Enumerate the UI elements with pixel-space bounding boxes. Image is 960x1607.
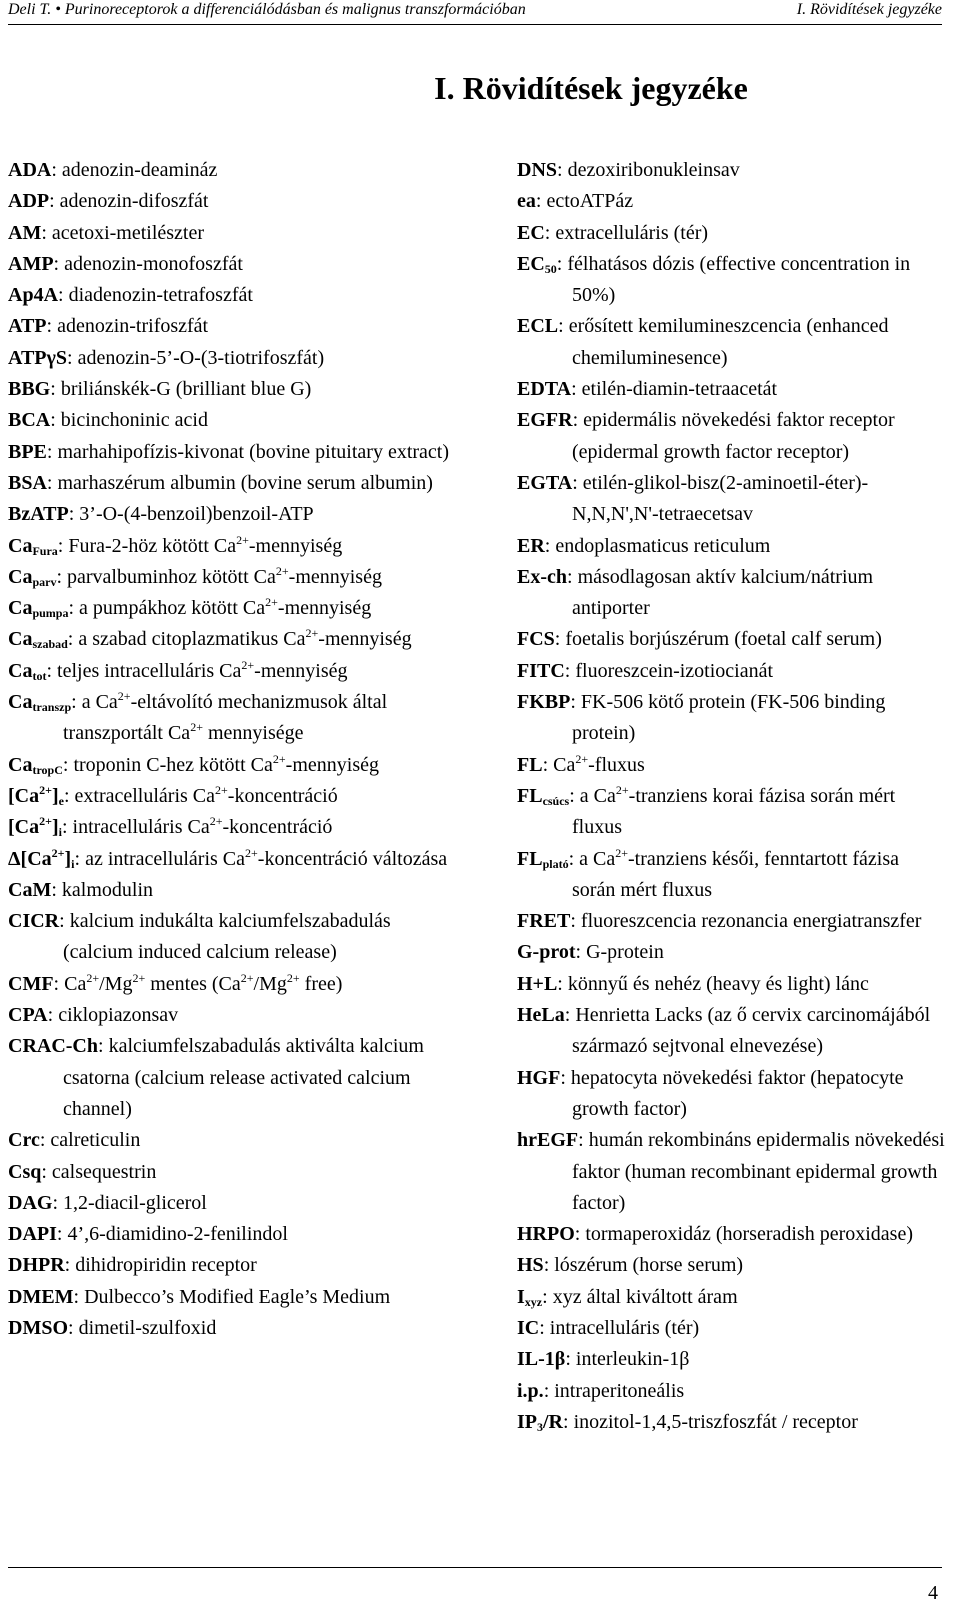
- abbreviation-entry: CRAC-Ch: kalciumfelszabadulás aktiválta kalcium csatorna (calcium release activated calcium channel): [8, 1035, 424, 1120]
- abbreviation-term: DHPR: [8, 1254, 65, 1277]
- abbreviation-term: ADA: [8, 159, 52, 181]
- header-rule: [8, 24, 942, 25]
- abbreviation-entry: $Ca_{transzp}$: a $Ca^{2+}$-eltávolító mechanizmusok által transzportált $Ca^{2+}$ mennyisége: [8, 689, 388, 745]
- abbreviation-entry: EGFR: epidermális növekedési faktor receptor (epidermal growth factor receptor): [517, 409, 895, 463]
- abbreviation-definition: epidermális növekedési faktor receptor (epidermal growth factor receptor): [572, 409, 895, 463]
- subscript: i: [58, 825, 62, 840]
- abbreviation-definition: erősített kemilumineszcencia (enhanced chemiluminesence): [568, 315, 889, 369]
- abbreviation-definition: acetoxi-metilészter: [51, 221, 205, 244]
- abbreviation-definition: 3’-O-(4-benzoil)benzoil-ATP: [79, 503, 314, 526]
- header-separator: •: [55, 1, 61, 18]
- abbreviation-entry: HGF: hepatocyta növekedési faktor (hepatocyte growth factor): [517, 1066, 904, 1120]
- abbreviation-term: BBG: [8, 378, 51, 401]
- abbreviation-term: BSA: [8, 471, 47, 494]
- subscript: Fura: [32, 543, 58, 558]
- abbreviation-term: $EC_{50}$: [517, 252, 557, 276]
- abbreviation-term: G-prot: [517, 941, 576, 964]
- abbreviation-entry: HS: lószérum (horse serum): [517, 1254, 744, 1277]
- abbreviation-definition: bicinchoninic acid: [60, 409, 208, 432]
- abbreviation-term: HS: [517, 1254, 544, 1277]
- abbreviation-definition: Dulbecco’s Modified Eagle’s Medium: [84, 1285, 391, 1308]
- abbreviation-term: $Ca_{parv}$: [8, 565, 57, 589]
- abbreviation-term: $FL_{plató}$: [517, 847, 569, 871]
- abbreviation-definition: parvalbuminhoz kötött $Ca^{2+}$-mennyiség: [67, 563, 382, 588]
- abbreviation-definition: foetalis borjúszérum (foetal calf serum): [565, 628, 882, 651]
- abbreviation-entry: BPE: marhahipofízis-kivonat (bovine pituitary extract): [8, 440, 450, 463]
- subscript: tropC: [32, 762, 63, 777]
- abbreviation-term: ea: [517, 190, 536, 213]
- abbreviation-entry: FL: $Ca^{2+}$-fluxus: [517, 751, 645, 776]
- superscript: 2+: [209, 814, 223, 829]
- abbreviation-entry: Crc: calreticulin: [8, 1129, 141, 1152]
- abbreviation-definition: adenozin-trifoszfát: [57, 315, 209, 338]
- abbreviation-definition: a $Ca^{2+}$-eltávolító mechanizmusok által transzportált $Ca^{2+}$ mennyisége: [63, 689, 388, 745]
- abbreviation-term: EC: [517, 221, 545, 244]
- abbreviation-term: i.p.: [517, 1379, 544, 1402]
- abbreviation-definition: könnyű és nehéz (heavy és light) lánc: [567, 972, 869, 995]
- abbreviation-entry: $Ca_{szabad}$: a szabad citoplazmatikus $Ca^{2+}$-mennyiség: [8, 626, 412, 652]
- abbreviation-definition: ciklopiazonsav: [58, 1004, 179, 1027]
- abbreviation-term: hrEGF: [517, 1129, 579, 1152]
- abbreviation-entry: EDTA: etilén-diamin-tetraacetát: [517, 378, 778, 401]
- abbreviation-definition: calreticulin: [50, 1129, 141, 1152]
- abbreviation-entry: FKBP: FK-506 kötő protein (FK-506 binding protein): [517, 691, 886, 745]
- abbreviation-term: CRAC-Ch: [8, 1035, 98, 1058]
- abbreviation-entry: EGTA: etilén-glikol-bisz(2-aminoetil-éter)-N,N,N',N'-tetraecetsav: [517, 471, 869, 526]
- abbreviation-term: CICR: [8, 910, 60, 933]
- abbreviation-term: $Ca_{Fura}$: [8, 534, 58, 558]
- abbreviation-entry: FCS: foetalis borjúszérum (foetal calf serum): [517, 628, 882, 651]
- abbreviation-definition: hepatocyta növekedési faktor (hepatocyte growth factor): [570, 1066, 904, 1120]
- abbreviation-term: ECL: [517, 315, 559, 338]
- abbreviation-entry: IL-1β: interleukin-1β: [517, 1348, 690, 1371]
- abbreviation-definition: lószérum (horse serum): [554, 1254, 744, 1277]
- abbreviation-definition: teljes intracelluláris $Ca^{2+}$-mennyiség: [57, 657, 348, 682]
- subscript: pumpa: [32, 606, 69, 621]
- abbreviation-term: CPA: [8, 1004, 48, 1027]
- abbreviation-entry: Csq: calsequestrin: [8, 1160, 157, 1183]
- abbreviation-list-right: [517, 155, 947, 1438]
- abbreviation-term: $Ca_{tropC}$: [8, 753, 63, 777]
- abbreviation-entry: CaM: kalmodulin: [8, 878, 153, 901]
- abbreviation-definition: Henrietta Lacks (az ő cervix carcinomájából származó sejtvonal elnevezése): [572, 1004, 931, 1058]
- abbreviation-term: $Ca_{szabad}$: [8, 628, 68, 652]
- abbreviation-definition: a szabad citoplazmatikus $Ca^{2+}$-mennyiség: [78, 626, 412, 651]
- abbreviation-term-bold: CMF: [8, 972, 54, 995]
- subscript: 3: [537, 1419, 543, 1434]
- abbreviation-term: ER: [517, 534, 545, 557]
- superscript: 2+: [51, 845, 65, 860]
- abbreviation-term: IL-1β: [517, 1348, 566, 1371]
- superscript: 2+: [286, 970, 300, 985]
- superscript: 2+: [245, 845, 258, 860]
- abbreviation-term: $Ca_{pumpa}$: [8, 597, 69, 621]
- abbreviation-term: $Ca_{transzp}$: [8, 691, 72, 715]
- abbreviation-entry: BzATP: 3’-O-(4-benzoil)benzoil-ATP: [8, 503, 314, 526]
- abbreviation-definition: marhaszérum albumin (bovine serum albumin): [57, 471, 433, 494]
- abbreviation-definition: adenozin-monofoszfát: [64, 252, 243, 275]
- abbreviation-term: $\Delta[Ca^{2+}]_i$: [8, 845, 75, 871]
- abbreviation-entry: BSA: marhaszérum albumin (bovine serum albumin): [8, 471, 433, 494]
- abbreviation-definition: $Ca^{2+}$-fluxus: [553, 751, 645, 776]
- superscript: 2+: [132, 970, 146, 985]
- superscript: 2+: [86, 970, 100, 985]
- abbreviation-term: ATPγS: [8, 346, 67, 369]
- abbreviation-term: CaM: [8, 878, 52, 901]
- abbreviation-entry: FRET: fluoreszcencia rezonancia energiatranszfer: [517, 910, 922, 933]
- abbreviation-definition: fluoreszcencia rezonancia energiatranszfer: [580, 910, 922, 933]
- abbreviation-entry: FITC: fluoreszcein-izotiocianát: [517, 659, 774, 682]
- abbreviation-definition: FK-506 kötő protein (FK-506 binding protein): [572, 691, 886, 745]
- abbreviation-term: EDTA: [517, 378, 572, 401]
- abbreviation-entry: CPA: ciklopiazonsav: [8, 1004, 179, 1027]
- abbreviation-term: $Ca_{tot}$: [8, 659, 47, 683]
- abbreviation-entry: DAPI: 4’,6-diamidino-2-fenilindol: [8, 1223, 288, 1246]
- abbreviation-term: $IP_3/R$: [517, 1410, 563, 1434]
- abbreviation-definition: humán rekombináns epidermalis növekedési faktor (human recombinant epidermal growth factor): [572, 1129, 945, 1214]
- abbreviation-entry: IC: intracelluláris (tér): [517, 1316, 700, 1339]
- abbreviation-entry: $[Ca^{2+}]_e$: extracelluláris $Ca^{2+}$-koncentráció: [8, 782, 338, 808]
- abbreviation-term: FRET: [517, 910, 571, 933]
- abbreviation-term: FL: [517, 753, 543, 776]
- subscript: tot: [32, 668, 47, 683]
- abbreviation-entry: hrEGF: humán rekombináns epidermalis növekedési faktor (human recombinant epidermal growth factor): [517, 1129, 945, 1214]
- abbreviation-entry: BBG: briliánskék-G (brilliant blue G): [8, 378, 312, 401]
- abbreviation-definition: troponin C-hez kötött $Ca^{2+}$-mennyiség: [73, 751, 379, 776]
- abbreviation-definition: a $Ca^{2+}$-tranziens késői, fenntartott fázisa során mért fluxus: [572, 845, 900, 901]
- abbreviation-term: DAG: [8, 1191, 53, 1214]
- abbreviation-definition: extracelluláris (tér): [555, 221, 709, 244]
- abbreviation-term: HeLa: [517, 1004, 565, 1027]
- abbreviation-definition: diadenozin-tetrafoszfát: [68, 284, 253, 307]
- abbreviation-definition: ectoATPáz: [546, 190, 634, 213]
- abbreviation-term: BCA: [8, 409, 51, 432]
- superscript: 2+: [240, 970, 254, 985]
- abbreviation-term: IC: [517, 1316, 540, 1339]
- abbreviation-entry: $Ca_{tot}$: teljes intracelluláris $Ca^{2+}$-mennyiség: [8, 657, 348, 683]
- abbreviation-entry: ADA: adenozin-deamináz: [8, 159, 218, 181]
- abbreviation-definition: Fura-2-höz kötött $Ca^{2+}$-mennyiség: [68, 532, 343, 557]
- header-section: I. Rövidítések jegyzéke: [796, 1, 942, 18]
- abbreviation-term: HGF: [517, 1066, 561, 1089]
- abbreviation-term: FITC: [517, 659, 565, 682]
- abbreviation-entry: DHPR: dihidropiridin receptor: [8, 1254, 257, 1277]
- abbreviation-term: ADP: [8, 190, 50, 213]
- abbreviation-term: ATP: [8, 315, 47, 338]
- abbreviation-term: Csq: [8, 1160, 42, 1183]
- abbreviation-entry: ATPγS: adenozin-5’-O-(3-tiotrifoszfát): [8, 346, 325, 369]
- superscript: 2+: [575, 751, 589, 766]
- abbreviation-term: DNS: [517, 159, 558, 181]
- abbreviation-definition: a pumpákhoz kötött $Ca^{2+}$-mennyiség: [79, 595, 372, 620]
- abbreviation-list-left: [8, 155, 458, 1344]
- abbreviation-entry: G-prot: G-protein: [517, 941, 664, 964]
- abbreviation-definition: briliánskék-G (brilliant blue G): [60, 378, 312, 401]
- subscript: i: [71, 856, 75, 871]
- superscript: 2+: [272, 751, 286, 766]
- abbreviation-entry: DMSO: dimetil-szulfoxid: [8, 1316, 217, 1339]
- abbreviation-entry: Ap4A: diadenozin-tetrafoszfát: [8, 284, 253, 307]
- abbreviation-entry: $Ca_{tropC}$: troponin C-hez kötött $Ca^{2+}$-mennyiség: [8, 751, 379, 777]
- superscript: 2+: [236, 532, 249, 547]
- abbreviation-entry: AMP: adenozin-monofoszfát: [8, 252, 243, 275]
- page-title: I. Rövidítések jegyzéke: [434, 70, 748, 106]
- superscript: 2+: [190, 720, 203, 735]
- abbreviation-term: AMP: [8, 252, 54, 275]
- abbreviation-entry: $FL_{csúcs}$: a $Ca^{2+}$-tranziens korai fázisa során mért fluxus: [517, 782, 896, 839]
- subscript: 50: [544, 261, 557, 276]
- abbreviation-definition: interleukin-1β: [575, 1348, 690, 1371]
- abbreviation-entry: CMF: $Ca^{2+}/Mg^{2+}$ mentes ($Ca^{2+}/Mg^{2+}$ free): [8, 970, 343, 995]
- abbreviation-term: BPE: [8, 440, 47, 463]
- page-number: 4: [928, 1582, 938, 1604]
- abbreviation-entry: $EC_{50}$: félhatásos dózis (effective concentration in 50%): [517, 252, 911, 307]
- abbreviation-term: $I_{xyz}$: [517, 1285, 543, 1309]
- abbreviation-definition: inozitol-1,4,5-triszfoszfát / receptor: [573, 1410, 858, 1433]
- superscript: 2+: [615, 782, 629, 797]
- abbreviation-definition: adenozin-5’-O-(3-tiotrifoszfát): [77, 346, 325, 369]
- abbreviation-entry: DAG: 1,2-diacil-glicerol: [8, 1191, 207, 1214]
- abbreviation-entry: $[Ca^{2+}]_i$: intracelluláris $Ca^{2+}$-koncentráció: [8, 814, 333, 840]
- abbreviation-definition: másodlagosan aktív kalcium/nátrium antiporter: [572, 565, 874, 620]
- abbreviation-definition: az intracelluláris $Ca^{2+}$-koncentráció változása: [85, 845, 448, 870]
- running-header: [8, 0, 942, 24]
- abbreviation-definition: adenozin-difoszfát: [59, 190, 209, 213]
- abbreviation-definition: marhahipofízis-kivonat (bovine pituitary extract): [57, 440, 450, 463]
- abbreviation-definition: a $Ca^{2+}$-tranziens korai fázisa során mért fluxus: [572, 782, 896, 839]
- abbreviation-entry: H+L: könnyű és nehéz (heavy és light) lánc: [517, 972, 869, 995]
- abbreviation-term: HRPO: [517, 1223, 575, 1246]
- superscript: 2+: [615, 845, 629, 860]
- abbreviation-definition: kalciumfelszabadulás aktiválta kalcium csatorna (calcium release activated calcium channel): [63, 1035, 424, 1120]
- header-author: Deli T.: [8, 1, 52, 18]
- abbreviation-definition: intraperitoneális: [554, 1379, 685, 1402]
- abbreviation-definition: kalmodulin: [61, 878, 153, 901]
- abbreviation-definition: calsequestrin: [51, 1160, 157, 1183]
- abbreviation-entry: AM: acetoxi-metilészter: [8, 221, 205, 244]
- abbreviation-entry: $\Delta[Ca^{2+}]_i$: az intracelluláris $Ca^{2+}$-koncentráció változása: [8, 845, 448, 871]
- subscript: transzp: [32, 700, 72, 715]
- abbreviation-entry: DNS: dezoxiribonukleinsav: [517, 159, 740, 181]
- abbreviation-entry: $Ca_{Fura}$: Fura-2-höz kötött $Ca^{2+}$-mennyiség: [8, 532, 343, 558]
- abbreviation-definition: G-protein: [586, 941, 664, 964]
- subscript: csúcs: [542, 793, 570, 808]
- abbreviation-term: $[Ca^{2+}]_i$: [8, 814, 62, 840]
- abbreviation-term: BzATP: [8, 503, 69, 526]
- header-left: [8, 0, 526, 20]
- abbreviation-entry: ECL: erősített kemilumineszcencia (enhanced chemiluminesence): [517, 315, 889, 369]
- abbreviation-entry: BCA: bicinchoninic acid: [8, 409, 208, 432]
- superscript: 2+: [241, 657, 255, 672]
- header-work-title: Purinoreceptorok a differenciálódásban és malignus transzformációban: [64, 1, 526, 18]
- abbreviation-definition: 4’,6-diamidino-2-fenilindol: [67, 1223, 288, 1246]
- abbreviation-entry: CICR: kalcium indukálta kalciumfelszabadulás (calcium induced calcium release): [8, 910, 391, 964]
- subscript: xyz: [524, 1294, 543, 1309]
- subscript: parv: [32, 574, 57, 589]
- abbreviation-term: Ex-ch: [517, 565, 567, 588]
- abbreviation-definition: xyz által kiváltott áram: [552, 1285, 738, 1308]
- subscript: e: [58, 793, 64, 808]
- abbreviation-entry: HeLa: Henrietta Lacks (az ő cervix carcinomájából származó sejtvonal elnevezése): [517, 1004, 931, 1058]
- abbreviation-entry: $Ca_{parv}$: parvalbuminhoz kötött $Ca^{2+}$-mennyiség: [8, 563, 382, 589]
- abbreviation-term: H+L: [517, 972, 558, 995]
- abbreviation-entry: ATP: adenozin-trifoszfát: [8, 315, 209, 338]
- abbreviation-definition: etilén-diamin-tetraacetát: [581, 378, 778, 401]
- abbreviation-entry: ADP: adenozin-difoszfát: [8, 190, 209, 213]
- abbreviation-entry: ER: endoplasmaticus reticulum: [517, 534, 771, 557]
- abbreviation-entry: ea: ectoATPáz: [517, 190, 634, 213]
- abbreviation-definition: kalcium indukálta kalciumfelszabadulás (calcium induced calcium release): [63, 910, 391, 964]
- abbreviation-definition: dimetil-szulfoxid: [78, 1316, 217, 1339]
- superscript: 2+: [117, 689, 131, 704]
- abbreviation-definition: intracelluláris (tér): [549, 1316, 700, 1339]
- footer-rule: [8, 1567, 942, 1568]
- abbreviation-term: Ap4A: [8, 284, 59, 307]
- abbreviation-term: AM: [8, 221, 42, 244]
- abbreviation-definition: 1,2-diacil-glicerol: [63, 1191, 207, 1214]
- abbreviation-definition: fluoreszcein-izotiocianát: [575, 659, 774, 682]
- abbreviation-term: $[Ca^{2+}]_e$: [8, 782, 64, 808]
- superscript: 2+: [215, 782, 228, 797]
- superscript: 2+: [39, 814, 52, 829]
- abbreviation-definition: intracelluláris $Ca^{2+}$-koncentráció: [72, 814, 333, 839]
- superscript: 2+: [265, 595, 278, 610]
- abbreviation-term: FKBP: [517, 691, 571, 714]
- superscript: 2+: [275, 563, 289, 578]
- abbreviation-entry: i.p.: intraperitoneális: [517, 1379, 685, 1402]
- abbreviation-term: FCS: [517, 628, 555, 651]
- abbreviation-definition: $Ca^{2+}/Mg^{2+}$ mentes ($Ca^{2+}/Mg^{2+}$ free): [64, 970, 343, 995]
- abbreviation-definition: adenozin-deamináz: [61, 159, 218, 181]
- abbreviation-entry: $FL_{plató}$: a $Ca^{2+}$-tranziens késői, fenntartott fázisa során mért fluxus: [517, 845, 900, 901]
- abbreviation-definition: extracelluláris $Ca^{2+}$-koncentráció: [74, 782, 338, 807]
- abbreviation-term: Crc: [8, 1129, 40, 1152]
- abbreviation-definition: dihidropiridin receptor: [75, 1254, 257, 1277]
- abbreviation-entry: EC: extracelluláris (tér): [517, 221, 709, 244]
- abbreviation-entry: $Ca_{pumpa}$: a pumpákhoz kötött $Ca^{2+}$-mennyiség: [8, 595, 372, 621]
- abbreviation-term: $FL_{csúcs}$: [517, 784, 570, 808]
- abbreviation-term: DMSO: [8, 1316, 68, 1339]
- subscript: szabad: [32, 637, 68, 652]
- abbreviation-definition: endoplasmaticus reticulum: [555, 534, 771, 557]
- abbreviation-entry: $IP_3/R$: inozitol-1,4,5-triszfoszfát / receptor: [517, 1410, 858, 1434]
- abbreviation-term: EGFR: [517, 409, 573, 432]
- superscript: 2+: [39, 782, 52, 797]
- abbreviation-definition: etilén-glikol-bisz(2-aminoetil-éter)-N,N,N',N'-tetraecetsav: [572, 471, 869, 526]
- abbreviation-entry: DMEM: Dulbecco’s Modified Eagle’s Medium: [8, 1285, 391, 1308]
- subscript: plató: [542, 856, 569, 871]
- abbreviation-term: DMEM: [8, 1285, 74, 1308]
- abbreviation-definition: dezoxiribonukleinsav: [567, 159, 740, 181]
- abbreviation-entry: $I_{xyz}$: xyz által kiváltott áram: [517, 1285, 738, 1309]
- abbreviation-definition: tormaperoxidáz (horseradish peroxidase): [585, 1223, 913, 1246]
- abbreviation-term: DAPI: [8, 1223, 57, 1246]
- abbreviation-definition: félhatásos dózis (effective concentration in 50%): [567, 252, 911, 307]
- abbreviation-entry: HRPO: tormaperoxidáz (horseradish peroxidase): [517, 1223, 913, 1246]
- superscript: 2+: [305, 626, 319, 641]
- abbreviation-entry: Ex-ch: másodlagosan aktív kalcium/nátrium antiporter: [517, 565, 874, 620]
- abbreviation-term: EGTA: [517, 471, 573, 494]
